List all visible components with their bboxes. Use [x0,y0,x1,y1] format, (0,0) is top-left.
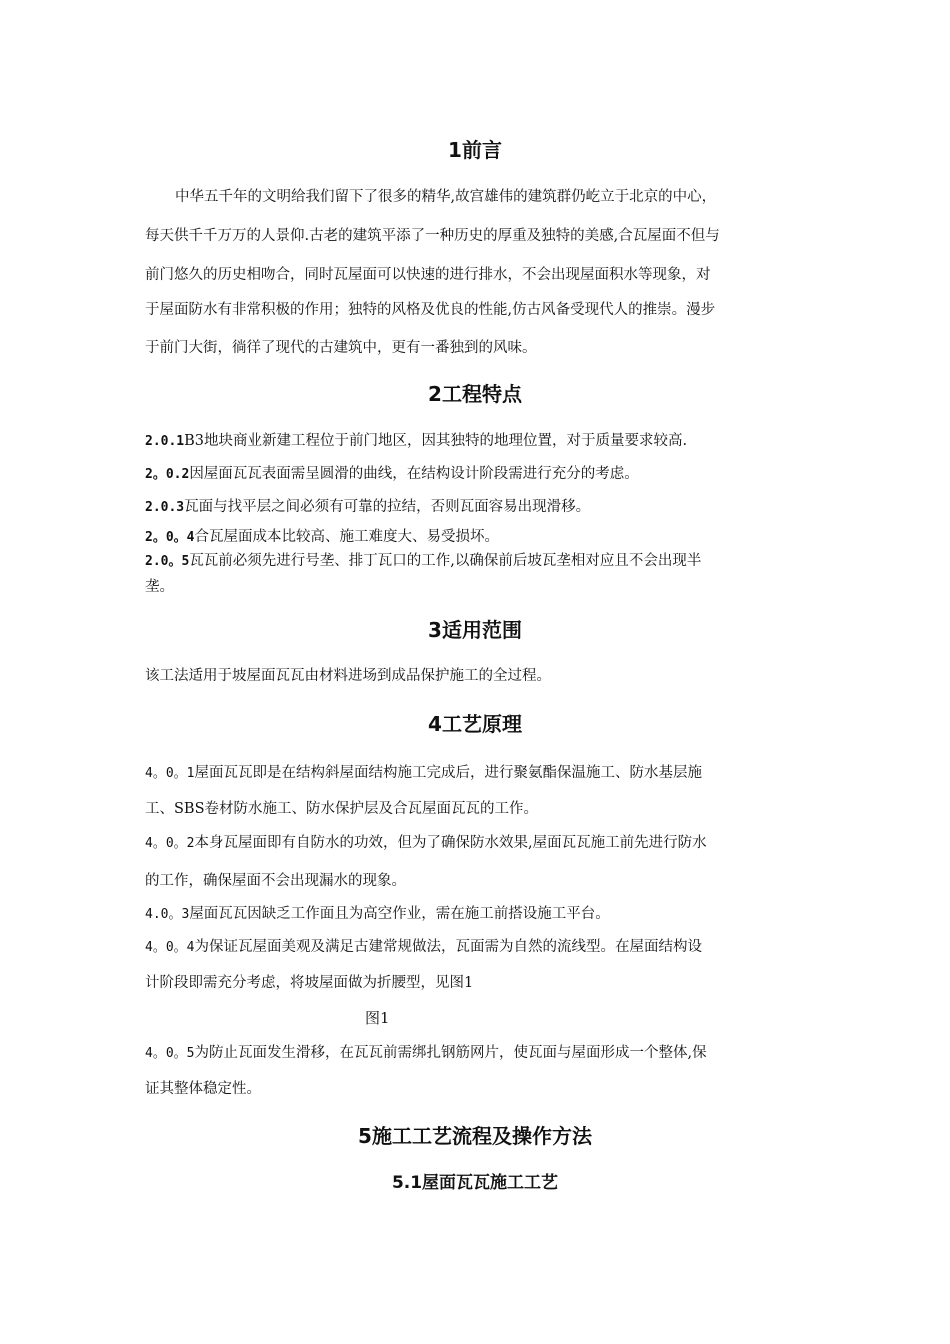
item-number: 4。0。1 [145,766,195,781]
item-number: 4.0。3 [145,907,190,922]
principle-item [145,833,805,854]
item-text: 屋面瓦瓦即是在结构斜屋面结构施工完成后，进行聚氨酯保温施工、防水基层施 [194,765,702,781]
feature-item [145,497,805,518]
paragraph-line: 每天供千千万万的人景仰.古老的建筑平添了一种历史的厚重及独特的美感,合瓦屋面不但与 [145,228,720,244]
item-text: 瓦面与找平层之间必须有可靠的拉结，否则瓦面容易出现滑移。 [184,499,591,515]
section-5-title: 5施工工艺流程及操作方法 [358,1124,592,1148]
principle-item [145,1043,805,1064]
item-text: 瓦瓦前必须先进行号垄、排丁瓦口的工作,以确保前后坡瓦垄相对应且不会出现半 [189,553,702,569]
item-number: 4。0。4 [145,940,195,955]
figure-caption: 图1 [365,1009,390,1027]
feature-item [145,464,805,485]
paragraph-line: 于屋面防水有非常积极的作用；独特的风格及优良的性能,仿古风备受现代人的推崇。漫步 [145,302,716,318]
item-number: 2.0.3 [145,500,185,515]
principle-item [145,937,805,958]
paragraph-line: 于前门大街，徜徉了现代的古建筑中，更有一番独到的风味。 [145,340,537,356]
item-number: 2.0.1 [145,434,185,449]
item-number: 2.0。5 [145,554,190,569]
item-text: 合瓦屋面成本比较高、施工难度大、易受损坏。 [194,529,499,545]
feature-item [145,431,805,452]
item-number: 2。0。4 [145,530,195,545]
principle-item-continuation: 计阶段即需充分考虑，将坡屋面做为折腰型，见图1 [145,975,474,991]
principle-item-continuation: 工、SBS卷材防水施工、防水保护层及合瓦屋面瓦瓦的工作。 [145,801,539,817]
feature-item [145,527,805,548]
section-1-title: 1前言 [448,138,502,162]
principle-item [145,763,805,784]
item-text: 因屋面瓦瓦表面需呈圆滑的曲线，在结构设计阶段需进行充分的考虑。 [189,466,639,482]
feature-item-continuation: 垄。 [145,579,174,595]
paragraph-line: 前门悠久的历史相吻合，同时瓦屋面可以快速的进行排水，不会出现屋面积水等现象，对 [145,267,711,283]
scope-text: 该工法适用于坡屋面瓦瓦由材料进场到成品保护施工的全过程。 [145,668,551,684]
section-3-title: 3适用范围 [428,618,522,642]
paragraph-line: 中华五千年的文明给我们留下了很多的精华,故宫雄伟的建筑群仍屹立于北京的中心， [175,189,717,205]
section-4-title: 4工艺原理 [428,712,522,736]
section-2-title: 2工程特点 [428,382,522,406]
feature-item [145,551,805,572]
item-text: 为保证瓦屋面美观及满足古建常规做法，瓦面需为自然的流线型。在屋面结构设 [194,939,702,955]
item-text: 屋面瓦瓦因缺乏工作面且为高空作业，需在施工前搭设施工平台。 [189,906,610,922]
item-number: 4。0。2 [145,836,195,851]
item-text: B3地块商业新建工程位于前门地区，因其独特的地理位置，对于质量要求较高. [184,433,688,449]
principle-item [145,904,805,925]
item-number: 2。0.2 [145,467,190,482]
principle-item-continuation: 证其整体稳定性。 [145,1081,261,1097]
subsection-5-1-title: 5.1屋面瓦瓦施工工艺 [391,1173,559,1193]
item-text: 本身瓦屋面即有自防水的功效，但为了确保防水效果,屋面瓦瓦施工前先进行防水 [194,835,707,851]
item-number: 4。0。5 [145,1046,195,1061]
principle-item-continuation: 的工作，确保屋面不会出现漏水的现象。 [145,873,406,889]
item-text: 为防止瓦面发生滑移，在瓦瓦前需绑扎钢筋网片，使瓦面与屋面形成一个整体,保 [194,1045,707,1061]
